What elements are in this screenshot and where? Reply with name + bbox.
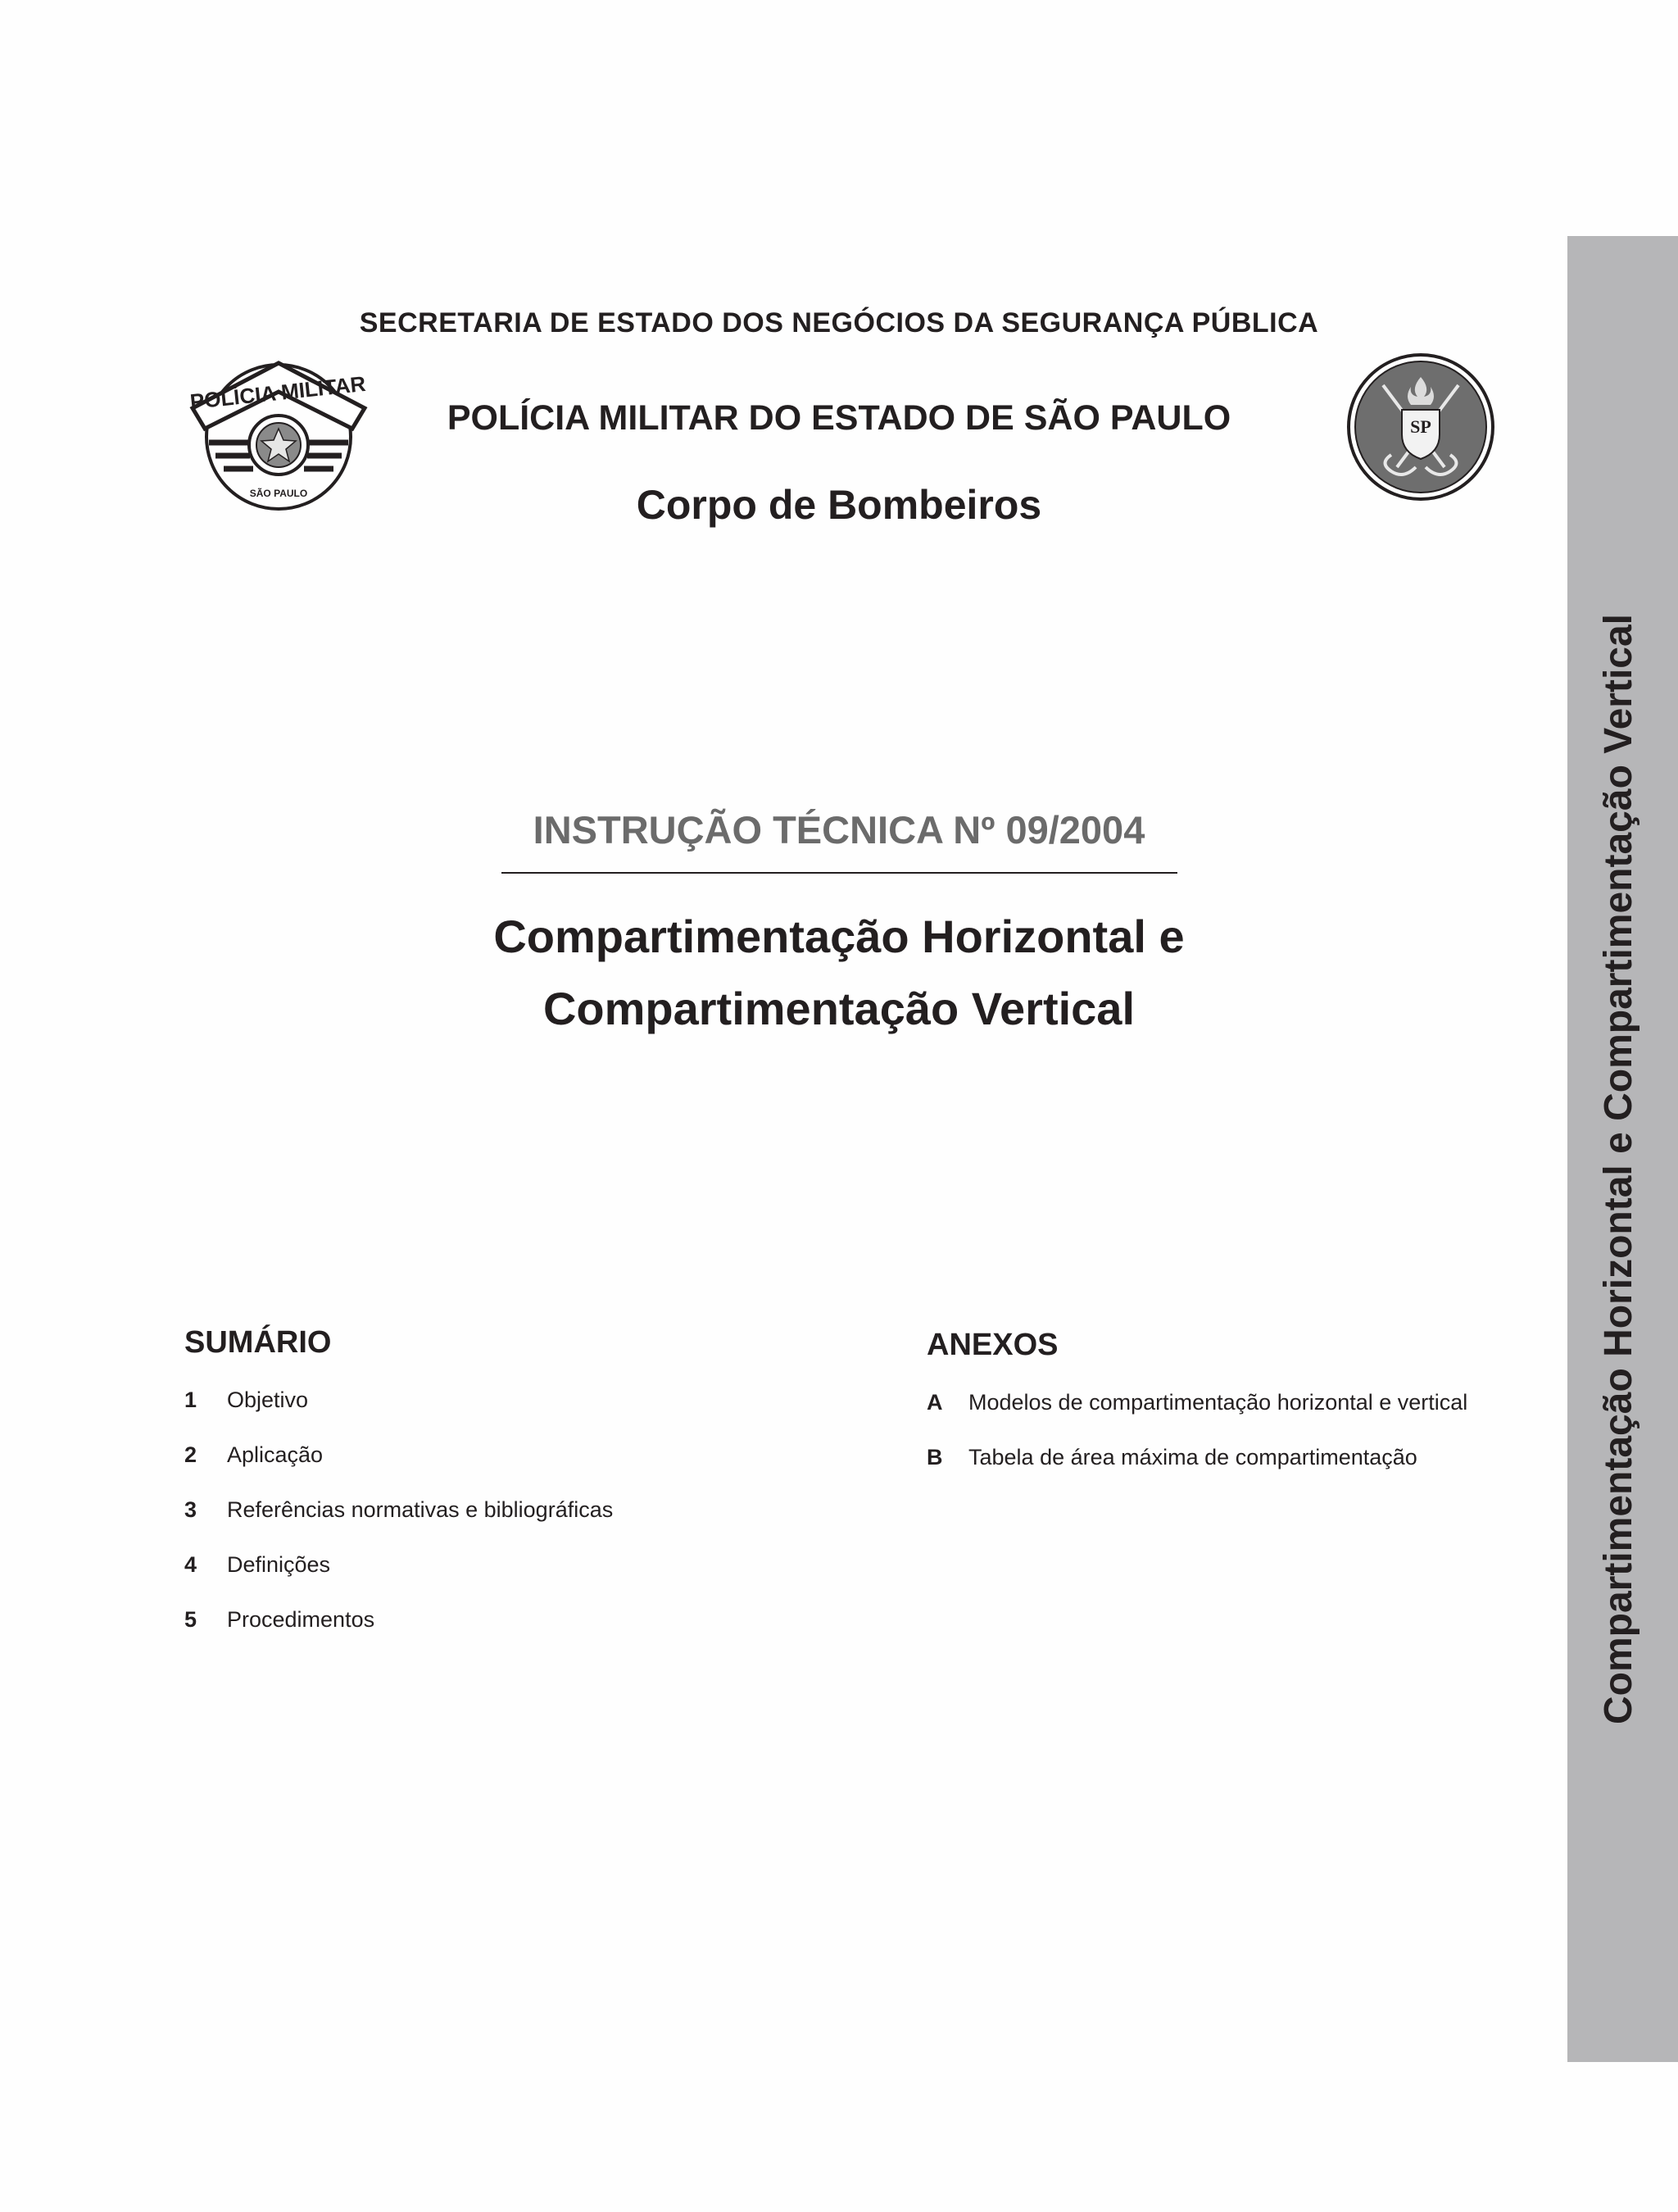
anexos-section — [927, 1326, 1582, 1500]
sumario-item — [184, 1552, 840, 1607]
sumario-item-label: Definições — [227, 1552, 331, 1577]
sumario-item — [184, 1497, 840, 1552]
logo-pm-top-text: POLÍCIA MILITAR — [188, 370, 367, 415]
sumario-item-label: Aplicação — [227, 1442, 324, 1467]
header-secretaria: SECRETARIA DE ESTADO DOS NEGÓCIOS DA SEGURANÇA PÚBLICA — [359, 307, 1319, 338]
logo-cb-text: SP — [1410, 416, 1431, 437]
sumario-item-number: 2 — [184, 1442, 197, 1467]
anexo-item — [927, 1445, 1582, 1500]
instrucao-tecnica-title: INSTRUÇÃO TÉCNICA Nº 09/2004 — [533, 808, 1145, 852]
document-title-line1: Compartimentação Horizontal e — [493, 911, 1185, 962]
logo-pm-bottom-text: SÃO PAULO — [249, 488, 308, 499]
header-policia: POLÍCIA MILITAR DO ESTADO DE SÃO PAULO — [447, 398, 1231, 438]
sumario-item-number: 3 — [184, 1497, 197, 1522]
sumario-item — [184, 1388, 840, 1442]
anexo-item-letter: A — [927, 1390, 943, 1415]
sumario-item — [184, 1442, 840, 1497]
anexo-item-label: Tabela de área máxima de compartimentação — [968, 1445, 1417, 1469]
sumario-heading: SUMÁRIO — [184, 1325, 332, 1360]
anexo-item — [927, 1390, 1582, 1445]
sumario-item-label: Procedimentos — [227, 1607, 375, 1632]
sumario-item-label: Referências normativas e bibliográficas — [227, 1497, 614, 1522]
side-tab-label: Compartimentação Horizontal e Compartimentação Vertical — [1597, 613, 1640, 1724]
sumario-item-label: Objetivo — [227, 1388, 309, 1412]
document-title-line2: Compartimentação Vertical — [542, 983, 1136, 1034]
sumario-section — [184, 1324, 840, 1662]
sumario-item-number: 1 — [184, 1388, 197, 1412]
sumario-item-number: 5 — [184, 1607, 197, 1632]
title-divider — [501, 872, 1177, 874]
corpo-de-bombeiros-emblem — [1346, 352, 1495, 502]
anexo-item-label: Modelos de compartimentação horizontal e vertical — [968, 1390, 1468, 1415]
anexos-heading: ANEXOS — [927, 1328, 1059, 1362]
sumario-item-number: 4 — [184, 1552, 197, 1577]
anexo-item-letter: B — [927, 1445, 943, 1469]
header-corpo-de-bombeiros: Corpo de Bombeiros — [636, 482, 1042, 528]
sumario-item — [184, 1607, 840, 1662]
